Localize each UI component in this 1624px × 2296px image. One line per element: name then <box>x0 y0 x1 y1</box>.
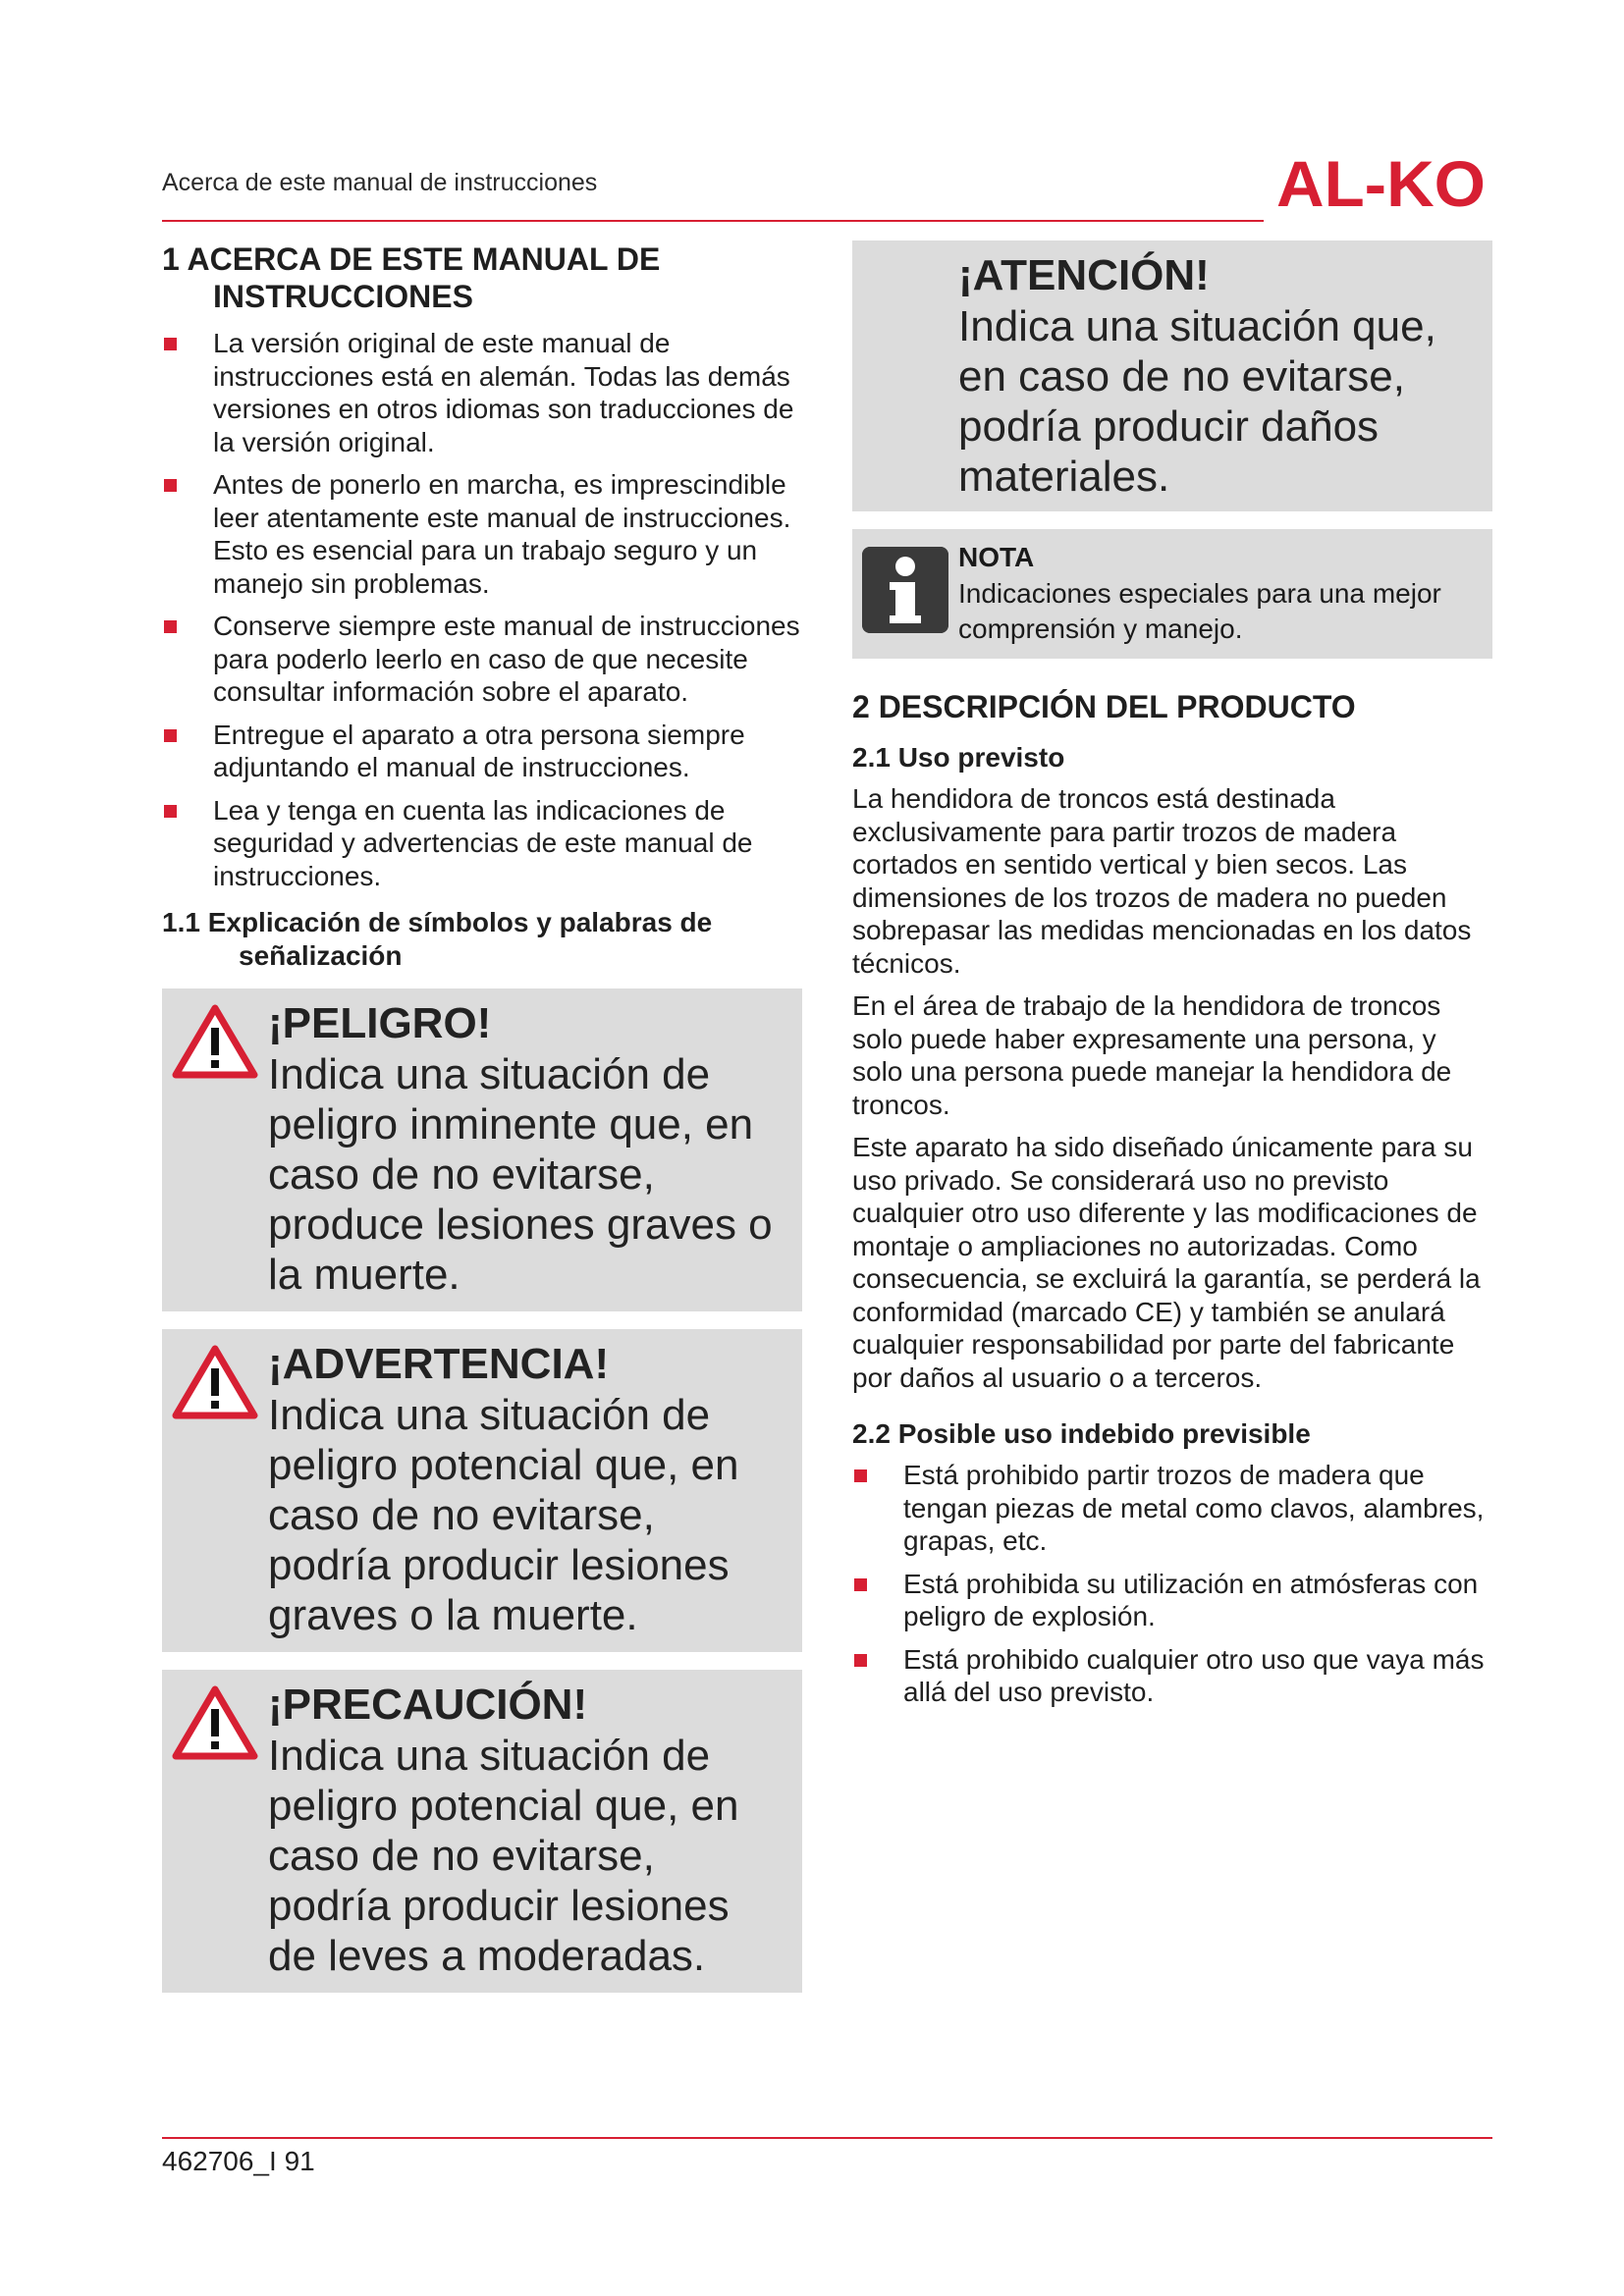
header-divider <box>162 220 1264 222</box>
bullet-square-icon <box>854 1578 867 1591</box>
running-header: Acerca de este manual de instrucciones <box>162 169 598 196</box>
subsection-2-2-heading: 2.2 Posible uso indebido previsible <box>852 1418 1311 1449</box>
warning-text: Indica una situación de peligro potencial que, en caso de no evitarse, podría producir lesiones graves o la muerte. <box>268 1391 739 1639</box>
warning-triangle-icon <box>172 1343 258 1421</box>
subsection-1-1-heading: 1.1 Explicación de símbolos y palabras de señalización <box>162 907 713 971</box>
bullet-square-icon <box>164 620 177 633</box>
warning-title: ¡ADVERTENCIA! <box>268 1340 610 1388</box>
list-item: Lea y tenga en cuenta las indicaciones de seguridad y advertencias de este manual de instrucciones. <box>162 794 802 893</box>
note-box <box>852 529 1492 659</box>
note-text: Indicaciones especiales para una mejor comprensión y manejo. <box>958 578 1441 644</box>
alko-logo <box>1276 147 1488 216</box>
left-column <box>162 240 802 2010</box>
section-1-heading: 1 ACERCA DE ESTE MANUAL DE INSTRUCCIONES <box>162 241 661 314</box>
bullet-square-icon <box>164 729 177 742</box>
subsection-2-1-heading: 2.1 Uso previsto <box>852 742 1065 773</box>
note-title: NOTA <box>958 542 1035 572</box>
list-item: Antes de ponerlo en marcha, es imprescindible leer atentamente este manual de instrucciones. Esto es esencial para un trabajo seguro y un manejo sin problemas. <box>162 468 802 600</box>
attention-box <box>852 240 1492 511</box>
svg-text:AL-KO: AL-KO <box>1276 147 1486 216</box>
info-icon <box>862 547 948 633</box>
warning-triangle-icon <box>172 1002 258 1081</box>
warning-box <box>162 1329 802 1652</box>
paragraph: Este aparato ha sido diseñado únicamente para su uso privado. Se considerará uso no previsto cualquier otro uso diferente y las modificaciones de montaje o ampliaciones no autorizadas. Como consecuencia, se excluirá la garantía, se perderá la conformidad (marcado CE) y también se anulará cualquier responsabilidad por parte del fabricante por daños al usuario o a terceros. <box>852 1132 1481 1393</box>
paragraph: La hendidora de troncos está destinada exclusivamente para partir trozos de madera cortados en sentido vertical y bien secos. Las dimensiones de los trozos de madera no pueden sobrepasar las medidas mencionadas en los datos técnicos. <box>852 783 1472 979</box>
section-2-2-bullets <box>852 1459 1492 1709</box>
right-column <box>852 240 1492 1719</box>
attention-text: Indica una situación que, en caso de no evitarse, podría producir daños materiales. <box>958 302 1436 501</box>
bullet-square-icon <box>854 1654 867 1667</box>
bullet-square-icon <box>164 479 177 492</box>
footer-divider <box>162 2137 1492 2139</box>
list-item: Está prohibido cualquier otro uso que vaya más allá del uso previsto. <box>852 1643 1492 1709</box>
bullet-square-icon <box>164 338 177 350</box>
section-2-heading: 2 DESCRIPCIÓN DEL PRODUCTO <box>852 689 1356 724</box>
danger-title: ¡PELIGRO! <box>268 999 492 1047</box>
attention-title: ¡ATENCIÓN! <box>958 251 1210 299</box>
caution-text: Indica una situación de peligro potencial que, en caso de no evitarse, podría producir lesiones de leves a moderadas. <box>268 1732 739 1980</box>
list-item: Está prohibida su utilización en atmósferas con peligro de explosión. <box>852 1568 1492 1633</box>
bullet-square-icon <box>164 805 177 818</box>
section-1-bullets <box>162 327 802 892</box>
page-number: 462706_I 91 <box>162 2146 315 2176</box>
caution-box <box>162 1670 802 1993</box>
list-item: Está prohibido partir trozos de madera que tengan piezas de metal como clavos, alambres, grapas, etc. <box>852 1459 1492 1558</box>
caution-title: ¡PRECAUCIÓN! <box>268 1681 588 1729</box>
list-item: Entregue el aparato a otra persona siempre adjuntando el manual de instrucciones. <box>162 719 802 784</box>
danger-text: Indica una situación de peligro inminente que, en caso de no evitarse, produce lesiones graves o la muerte. <box>268 1050 773 1299</box>
danger-box <box>162 988 802 1311</box>
list-item: Conserve siempre este manual de instrucciones para poderlo leerlo en caso de que necesite consultar información sobre el aparato. <box>162 610 802 709</box>
bullet-square-icon <box>854 1469 867 1482</box>
warning-triangle-icon <box>172 1683 258 1762</box>
list-item: La versión original de este manual de instrucciones está en alemán. Todas las demás versiones en otros idiomas son traducciones de la versión original. <box>162 327 802 458</box>
paragraph: En el área de trabajo de la hendidora de troncos solo puede haber expresamente una persona, y solo una persona puede manejar la hendidora de troncos. <box>852 990 1452 1120</box>
